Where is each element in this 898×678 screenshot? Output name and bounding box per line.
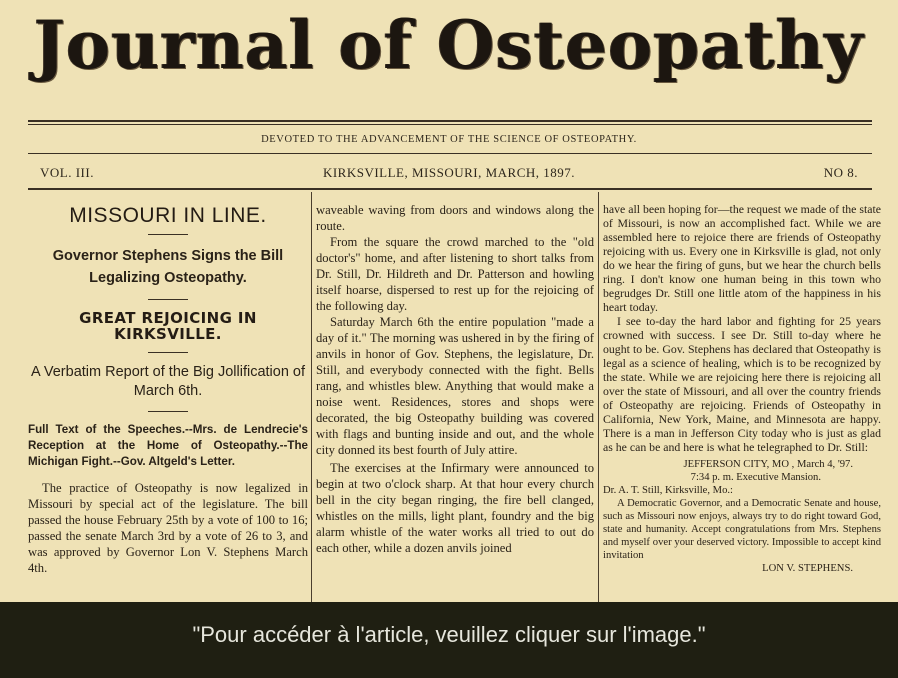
masthead-title: Journal of Osteopathy xyxy=(33,6,865,84)
article-paragraph: I see to-day the hard labor and fighting for 25 years crowned with success. I see Dr. Still to-day where he ought to be. Gov. Stephens has declared that Osteopathy is legal as a science of healing, which is to be recognized by the state. While we are rejoicing here there is rejoicing all over the state of Missouri, and all over the country friends of Osteopathy are rejoicing. Friends of Osteopathy in California, New York, Maine, and Minnesota are happy. There is a man in Jefferson City today who is just as glad as he can be and here is what he telegraphed to Dr. Still: xyxy=(603,314,881,454)
column-2 xyxy=(316,202,594,556)
article-paragraph: The exercises at the Infirmary were announced to begin at two o'clock sharp. At that hour every church bell in the city began ringing, the fire bell clanged, whistles on the mills, light plant, foundry and the big alarm whistle of the water works all tried to out do each other, while a dozen anvils joined xyxy=(316,461,594,555)
dateline-rule xyxy=(28,188,872,190)
article-paragraph: Saturday March 6th the entire population "made a day of it." The morning was ushered in by the firing of anvils in honor of Gov. Stephens, the legislature, Dr. Still, and everybody connected with the fight. Bells rang, and whistles blew. Anything that would make a noise went. Residences, stores and shops were decorated, the big Osteopathy building was covered with flags and bunting inside and out, and the whole city donned its best fourth of July attire. xyxy=(316,315,594,457)
issue-number-label: NO 8. xyxy=(823,165,858,180)
tagline-rule xyxy=(28,153,872,154)
article-paragraph: The practice of Osteopathy is now legalized in Missouri by special act of the legislature. The bill passed the house February 25th by a vote of 100 to 16; passed the senate March 3rd by a vote of 26 to 3, and was approved by Governor Lon V. Stephens March 4th. xyxy=(28,481,308,575)
article-paragraph: waveable waving from doors and windows along the route. xyxy=(316,203,594,233)
masthead-rule-thin xyxy=(28,124,872,125)
place-date-label: KIRKSVILLE, MISSOURI, MARCH, 1897. xyxy=(322,165,576,180)
column-1 xyxy=(28,196,308,576)
column-separator xyxy=(598,192,599,602)
divider xyxy=(148,352,188,353)
article-paragraph: have all been hoping for—the request we made of the state of Missouri, is now an accomplished fact. While we are assembled here to rejoice there are friends of Osteopathy rejoicing with us. Every one in Kirksville is glad, not only do we hear the firing of guns, but we hear the church bells ring. I don't know one human being in this town who begrudges Dr. Still one little atom of the happiness in his heart today. xyxy=(603,202,881,314)
divider xyxy=(148,234,188,235)
article-subhead-2: GREAT REJOICING IN KIRKSVILLE. xyxy=(79,309,257,343)
telegram-time: 7:34 p. m. Executive Mansion. xyxy=(690,472,821,483)
telegram-recipient: Dr. A. T. Still, Kirksville, Mo.: xyxy=(603,485,733,496)
column-separator xyxy=(311,192,312,602)
telegram-body: A Democratic Governor, and a Democratic Senate and house, such as Missouri now enjoys, always try to do right toward God, state and humanity. Accept congratulations from Mrs. Stephens and myself over your deserved victory. Impossible to accept kind invitation xyxy=(603,498,881,561)
column-3 xyxy=(603,202,881,575)
article-subhead-3: A Verbatim Report of the Big Jollification of March 6th. xyxy=(30,364,306,399)
volume-label: VOL. III. xyxy=(40,165,94,180)
telegram-place: JEFFERSON CITY, MO , March 4, '97. xyxy=(683,459,853,470)
divider xyxy=(148,299,188,300)
telegram-signature: LON V. STEPHENS. xyxy=(762,563,853,574)
telegram xyxy=(603,458,881,575)
article-paragraph: From the square the crowd marched to the "old doctor's" home, and after listening to short talks from Dr. Still, Dr. Hildreth and Dr. Patterson and howling itself hoarse, dispersed to rest up for the rejoicing of the following day. xyxy=(316,235,594,313)
tagline: DEVOTED TO THE ADVANCEMENT OF THE SCIENCE OF OSTEOPATHY. xyxy=(261,134,637,145)
masthead-rule-top xyxy=(28,120,872,122)
article-headline: MISSOURI IN LINE. xyxy=(69,204,267,227)
article-subhead-1: Governor Stephens Signs the Bill Legalizing Osteopathy. xyxy=(52,248,284,286)
divider xyxy=(148,411,188,412)
click-image-caption: "Pour accéder à l'article, veuillez cliquer sur l'image." xyxy=(192,622,706,647)
article-subhead-4: Full Text of the Speeches.--Mrs. de Lendrecie's Reception at the Home of Osteopathy.--The Michigan Fight.--Gov. Altgeld's Letter. xyxy=(28,423,308,468)
